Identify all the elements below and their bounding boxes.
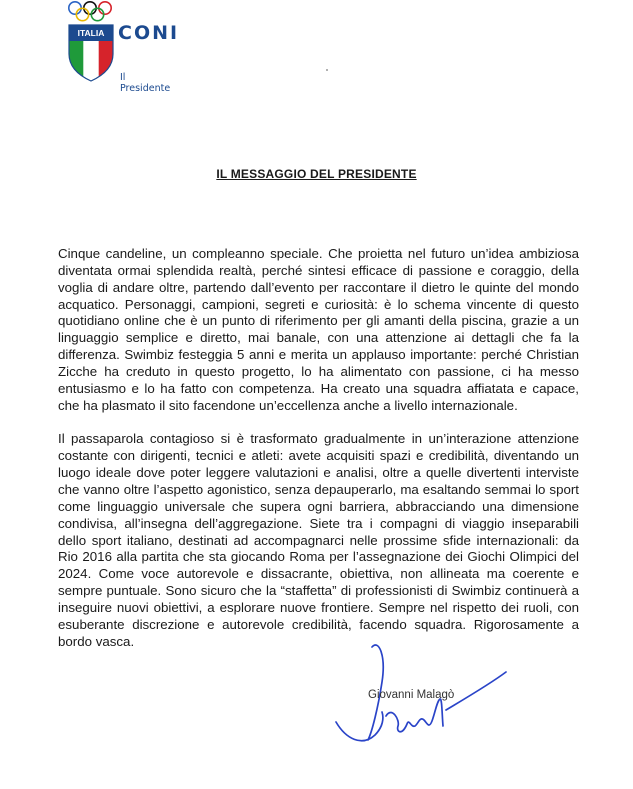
page-title: IL MESSAGGIO DEL PRESIDENTE xyxy=(216,167,417,181)
shield-label: ITALIA xyxy=(77,28,105,38)
coni-logo xyxy=(66,0,180,94)
italia-shield-icon xyxy=(68,24,114,82)
letter-body xyxy=(58,246,579,667)
page-speck xyxy=(326,69,328,71)
signer-name: Giovanni Malagò xyxy=(368,689,455,701)
paragraph: Il passaparola contagioso si è trasformato gradualmente in un’interazione attenzione costante con dirigenti, tecnici e atleti: avete acquisiti spazi e credibilità, diventando un luogo ideale dove poter leggere valutazioni e analisi, oltre a quelle divertenti interviste che vanno oltre l’aspetto agonistico, senza depauperarlo, ma esaltando semmai lo sport come linguaggio universale che supera ogni barriera, abbracciando una dimensione condivisa, all’insegna dell’aggregazione. Siete tra i compagni di viaggio inseparabili dello sport italiano, destinati ad accompagnarci nelle prossime sfide internazionali: da Rio 2016 alla partita che sta giocando Roma per l’assegnazione dei Giochi Olimpici del 2024. Come voce autorevole e dissacrante, obiettiva, non allineata ma coerente e sempre puntuale. Sono sicuro che la “staffetta” di professionisti di Swimbiz continuerà a inseguire nuovi obiettivi, a esplorare nuove frontiere. Sempre nel rispetto dei ruoli, con esuberante discrezione e autorevole credibilità, facendo squadra. Rigorosamente a bordo vasca. xyxy=(58,431,579,649)
org-name: CONI xyxy=(118,22,180,44)
olympic-rings-icon xyxy=(66,0,116,24)
paragraph: Cinque candeline, un compleanno speciale. Che proietta nel futuro un’idea ambiziosa diventata ormai splendida realtà, perché sintesi efficace di passione e coraggio, della voglia di andare oltre, partendo dall’evento per raccontare il dietro le quinte del mondo acquatico. Personaggi, campioni, segreti e curiosità: è lo schema vincente di questo quotidiano online che è un punto di riferimento per gli amanti della piscina, grazie a un linguaggio semplice e diretto, mai banale, con una attenzione ai dettagli che fa la differenza. Swimbiz festeggia 5 anni e merita un applauso importante: perché Christian Zicche ha creduto in questo progetto, lo ha alimentato con passione, ci ha messo entusiasmo e lo ha fatto con competenza. Ha creato una squadra affiatata e capace, che ha plasmato il sito facendone un’eccellenza anche a livello internazionale. xyxy=(58,246,579,413)
letterhead-subtitle: Il Presidente xyxy=(120,72,171,94)
